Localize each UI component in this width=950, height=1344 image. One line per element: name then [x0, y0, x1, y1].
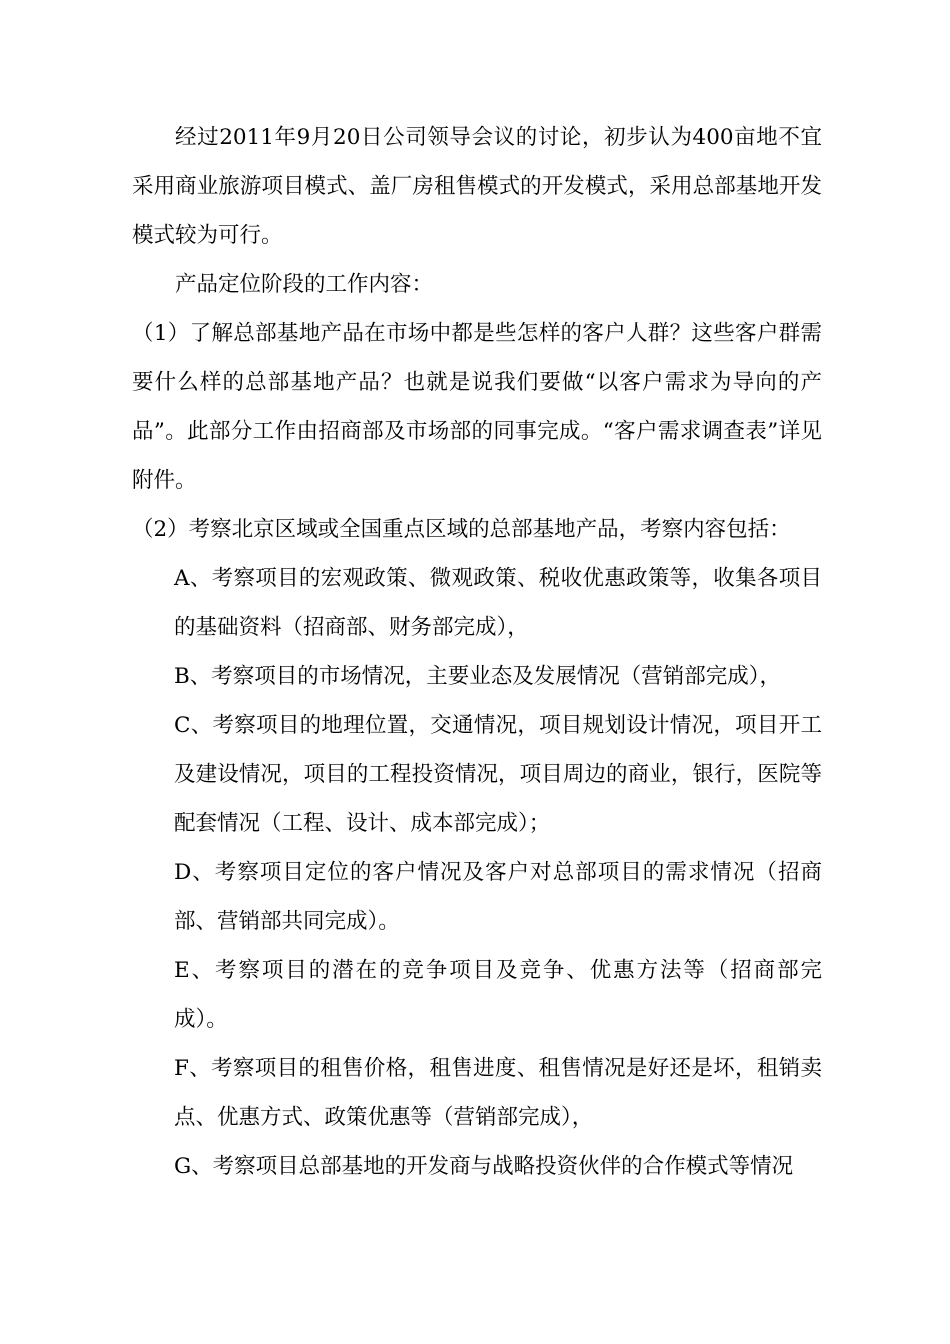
task-2-paragraph: （2）考察北京区域或全国重点区域的总部基地产品，考察内容包括： [132, 517, 791, 542]
document-page [132, 113, 822, 1191]
task-1-paragraph: （1）了解总部基地产品在市场中都是些怎样的客户人群？这些客户群需要什么样的总部基地产品？也就是说我们要做“以客户需求为导向的产品”。此部分工作由招商部及市场部的同事完成。“客户需求调查表”详见附件。 [132, 321, 822, 493]
list-item-b: B、考察项目的市场情况，主要业态及发展情况（营销部完成）， [174, 664, 782, 689]
list-item-g: G、考察项目总部基地的开发商与战略投资伙伴的合作模式等情况 [174, 1154, 794, 1179]
list-item-a: A、考察项目的宏观政策、微观政策、税收优惠政策等，收集各项目的基础资料（招商部、财务部完成）， [174, 566, 822, 640]
section-heading: 产品定位阶段的工作内容： [175, 272, 434, 297]
intro-paragraph: 经过2011年9月20日公司领导会议的讨论，初步认为400亩地不宜采用商业旅游项目模式、盖厂房租售模式的开发模式，采用总部基地开发模式较为可行。 [132, 125, 822, 248]
list-item-c: C、考察项目的地理位置，交通情况，项目规划设计情况，项目开工及建设情况，项目的工程投资情况，项目周边的商业，银行，医院等配套情况（工程、设计、成本部完成）； [174, 713, 822, 836]
list-item-e: E、考察项目的潜在的竞争项目及竞争、优惠方法等（招商部完成）。 [174, 958, 822, 1032]
list-item-d: D、考察项目定位的客户情况及客户对总部项目的需求情况（招商部、营销部共同完成）。 [174, 860, 822, 934]
list-item-f: F、考察项目的租售价格，租售进度、租售情况是好还是坏，租销卖点、优惠方式、政策优惠等（营销部完成）， [174, 1056, 822, 1130]
